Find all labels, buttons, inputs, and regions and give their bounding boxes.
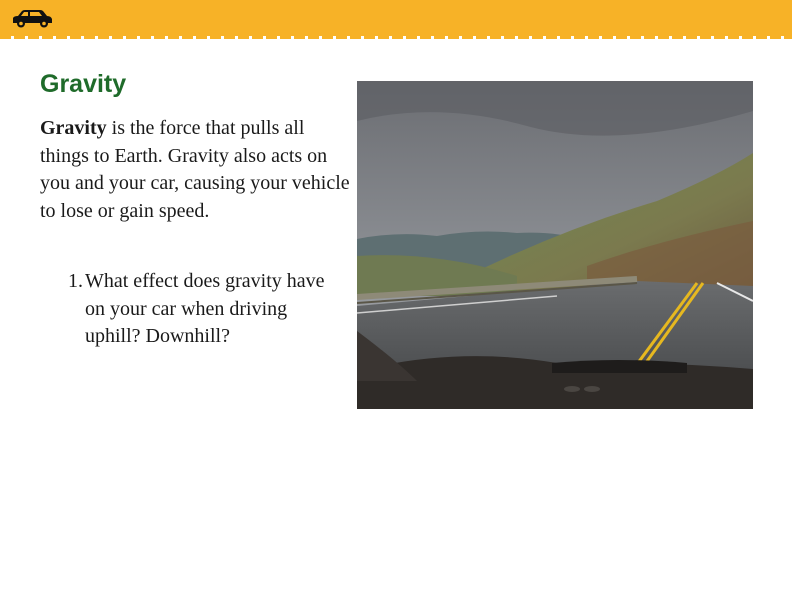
question-item <box>68 268 328 351</box>
body-bold-term: Gravity <box>40 117 107 139</box>
question-text: What effect does gravity have on your car when driving uphill? Downhill? <box>85 270 325 347</box>
road-photo <box>357 81 753 409</box>
body-paragraph <box>40 115 350 225</box>
body-text: is the force that pulls all things to Earth. Gravity also acts on you and your car, causing your vehicle to lose or gain speed. <box>40 117 350 222</box>
slide-title: Gravity <box>40 70 127 98</box>
question-number: 1. <box>68 270 83 292</box>
header-bar-edge <box>0 34 792 39</box>
car-icon <box>11 8 53 28</box>
header-bar <box>0 0 792 36</box>
